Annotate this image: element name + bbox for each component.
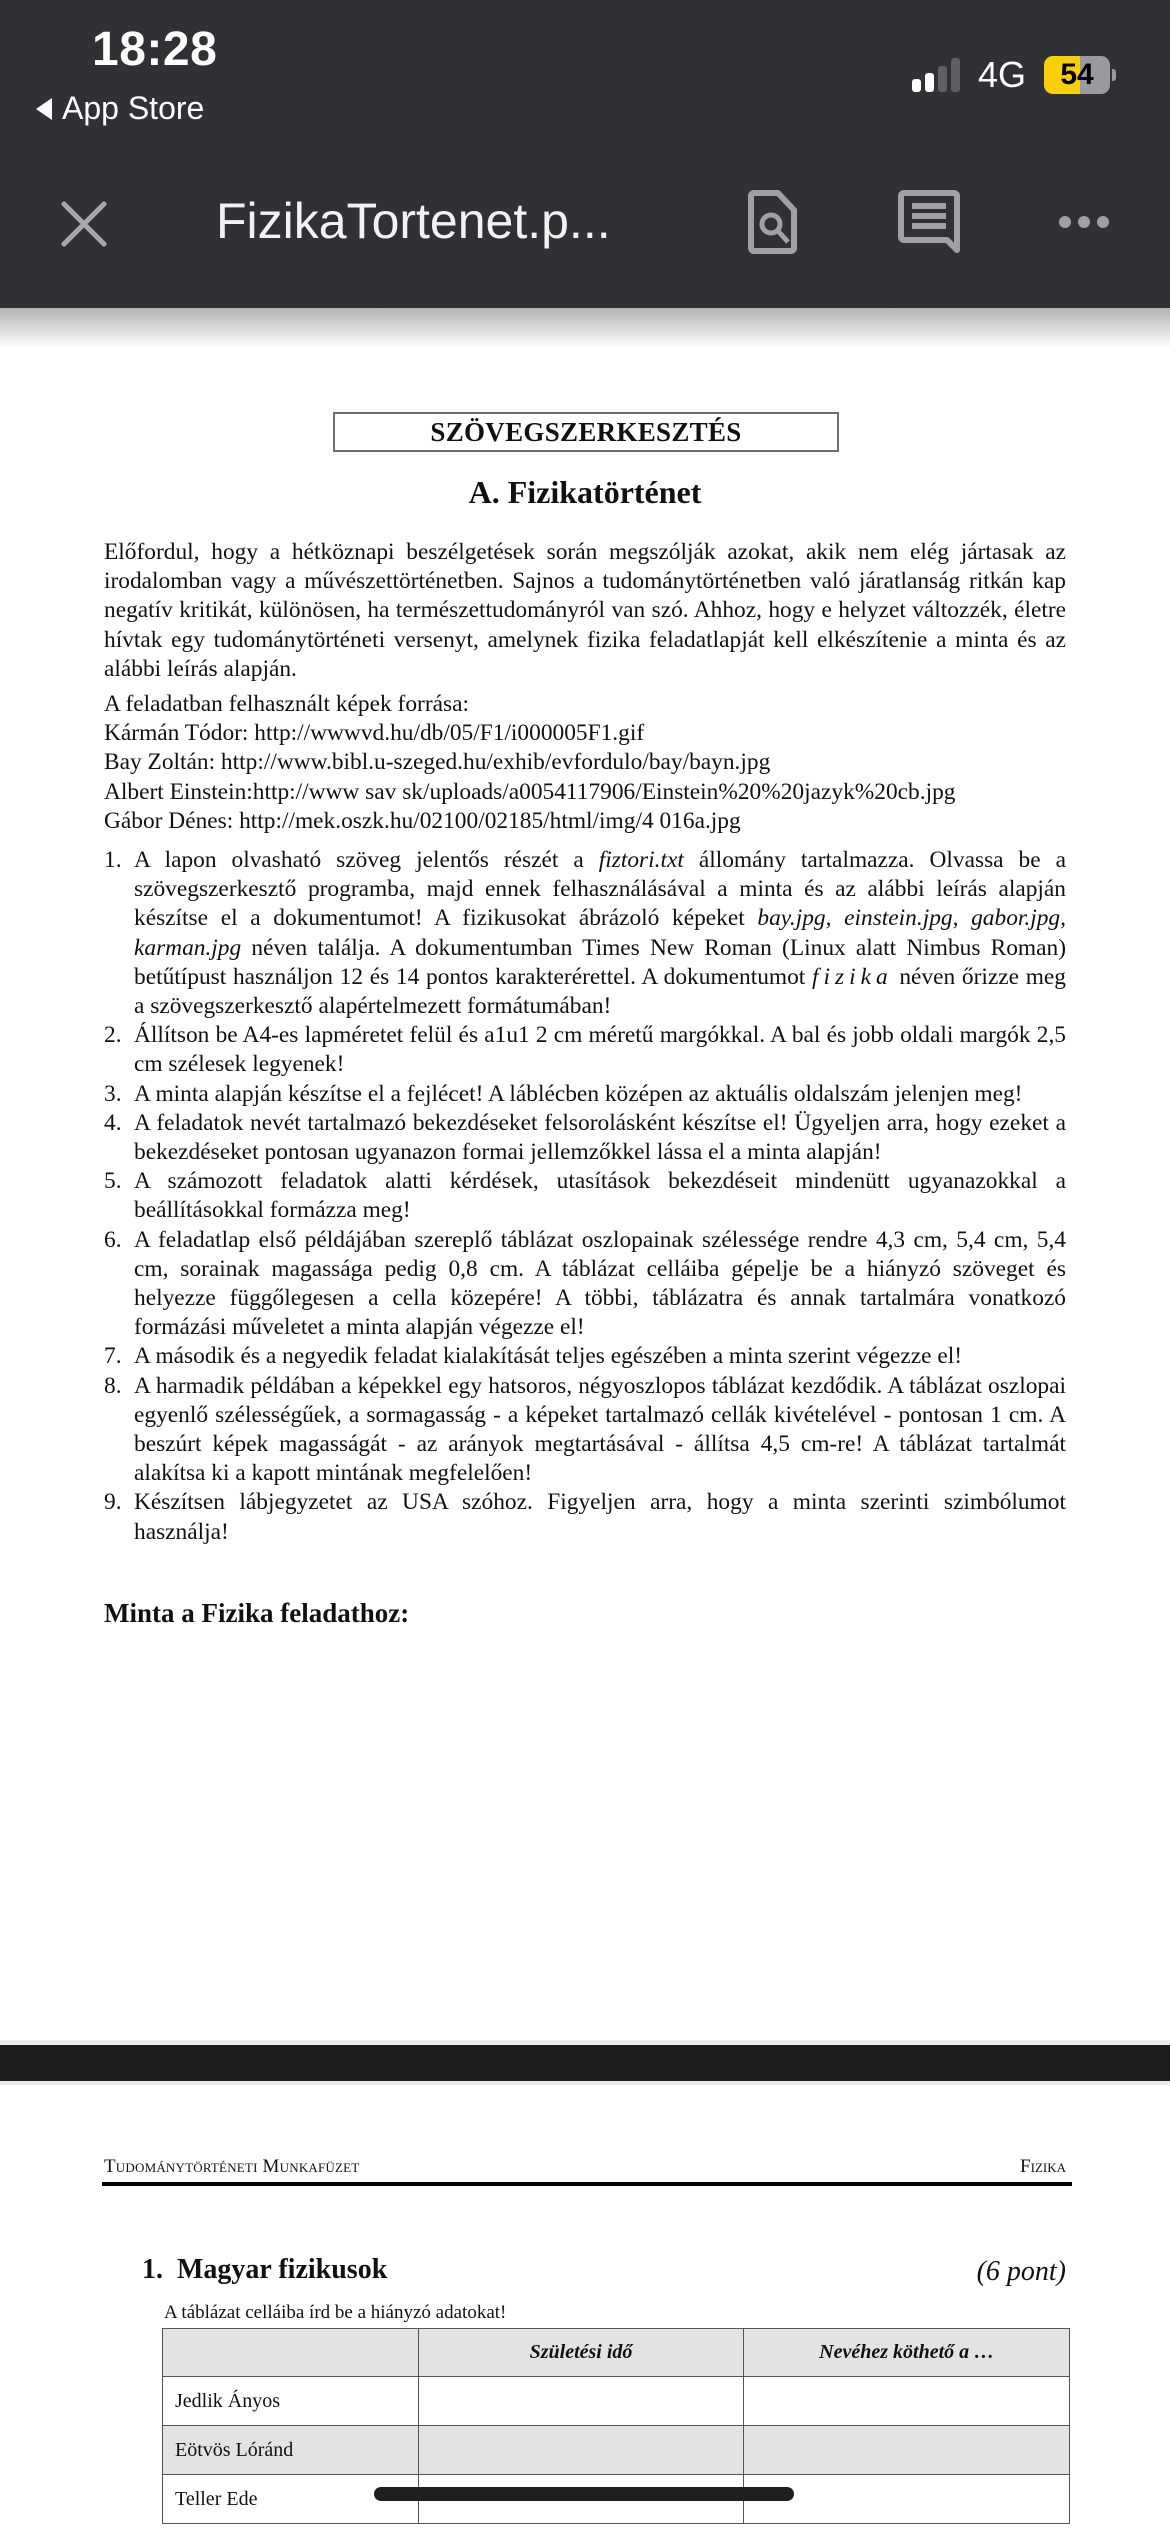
- task-item: 3. A minta alapján készítse el a fejlécet! A láblécben középen az aktuális oldalszám jelenjen meg!: [104, 1080, 1023, 1107]
- task-instruction: A táblázat celláiba írd be a hiányzó adatokat!: [164, 2302, 507, 2323]
- page-separator: [0, 2045, 1170, 2081]
- intro-paragraph: Előfordul, hogy a hétköznapi beszélgetések során megszólják azokat, akik nem elég jártasak az irodalomban vagy a művészettörténetben. Sajnos a tudománytörténetben való járatlanság ritkán kap negatív kritikát, különösen, ha természettudományról van szó. Ahhoz, hogy e helyzet változzék, életre hívtak egy tudománytörténeti versenyt, amelynek fizika feladatlapját kell elkészítenie a minta és az alábbi leírás alapján.: [104, 539, 1066, 682]
- document-title: FizikaTortenet.p...: [216, 193, 611, 249]
- source-line: Kármán Tódor: http://wwwvd.hu/db/05/F1/i000005F1.gif: [104, 720, 645, 747]
- table-cell: [744, 2377, 1070, 2426]
- table-row: [163, 2426, 1070, 2475]
- task-item: 5. A számozott feladatok alatti kérdések, utasítások bekezdéseit mindenütt ugyanazokkal a beállításokkal formázza meg!: [104, 1168, 1066, 1224]
- battery-percent: 54: [1060, 58, 1094, 91]
- comments-button[interactable]: [898, 190, 960, 256]
- table-header-row: [163, 2329, 1070, 2377]
- toolbar-shadow: [0, 308, 1170, 348]
- search-document-button[interactable]: [748, 190, 800, 254]
- table-header: Nevéhez köthető a …: [744, 2329, 1070, 2377]
- table-header: [163, 2329, 419, 2377]
- table-cell: [744, 2426, 1070, 2475]
- page-header-left: Tudománytörténeti Munkafüzet: [104, 2156, 360, 2177]
- network-type: 4G: [977, 54, 1026, 95]
- sample-heading: Minta a Fizika feladathoz:: [104, 1598, 410, 1628]
- page-gap-edge: [0, 2081, 1170, 2085]
- document-heading: A. Fizikatörténet: [468, 474, 702, 510]
- page-header-right: Fizika: [1020, 2156, 1066, 2177]
- search-document-icon: [748, 190, 800, 254]
- task-item: 8. A harmadik példában a képekkel egy hatsoros, négyoszlopos táblázat kezdődik. A táblázat oszlopai egyenlő szélességűek, a sormagasság - a képeket tartalmazó cellák kivételével - pontosan 1 cm. A beszúrt képek magasságát - az arányok megtartásával - állítsa 4,5 cm-re! A táblázat tartalmát alakítsa ki a kapott mintának megfelelően!: [104, 1372, 1066, 1487]
- source-line: Albert Einstein:http://www sav sk/uploads/a0054117906/Einstein%20%20jazyk%20cb.jpg: [104, 778, 956, 805]
- table-cell: [744, 2475, 1070, 2524]
- back-link-label: App Store: [62, 90, 205, 126]
- table-cell: Jedlik Ányos: [163, 2377, 419, 2426]
- back-to-app-store-link[interactable]: [36, 90, 204, 127]
- task-item: 6. A feladatlap első példájában szereplő táblázat oszlopainak szélessége rendre 4,3 cm, 5,4 cm, 5,4 cm, sorainak magassága pedig 0,8 cm. A táblázat celláiba gépelje be a hiányzó szöveget és helyezze függőlegesen a cella közepére! A többi, táblázatra és annak tartalmára vonatkozó formázási műveletet a minta alapján végezze el!: [104, 1226, 1066, 1341]
- battery-icon: [1044, 56, 1116, 94]
- table-row: [163, 2377, 1070, 2426]
- task-points: (6 pont): [976, 2256, 1066, 2287]
- close-icon: [56, 196, 112, 252]
- comments-icon: [898, 190, 960, 256]
- sources-label: A feladatban felhasznált képek forrása:: [104, 691, 469, 717]
- home-indicator[interactable]: [374, 2487, 794, 2501]
- table-cell: Eötvös Lóránd: [163, 2426, 419, 2475]
- table-cell: [418, 2426, 744, 2475]
- source-line: Bay Zoltán: http://www.bibl.u-szeged.hu/exhib/evfordulo/bay/bayn.jpg: [104, 749, 771, 776]
- task-item: 4. A feladatok nevét tartalmazó bekezdéseket felsorolásként készítse el! Ügyeljen arra, hogy ezeket a bekezdéseket pontosan ugyanazon formai jellemzőkkel lássa el a minta alapján!: [104, 1109, 1066, 1166]
- table-header: Születési idő: [418, 2329, 744, 2377]
- table-cell: [418, 2377, 744, 2426]
- more-options-button[interactable]: [1058, 211, 1110, 233]
- image-sources: [104, 690, 1066, 836]
- status-time: 18:28: [92, 23, 218, 76]
- task-item: 9. Készítsen lábjegyzetet az USA szóhoz. Figyeljen arra, hogy a minta szerinti szimbólumot használja!: [104, 1489, 1066, 1545]
- back-arrow-icon: [36, 98, 52, 120]
- task-item: 2. Állítson be A4-es lapméretet felül és a1u1 2 cm méretű margókkal. A bal és jobb oldali margók 2,5 cm szélesek legyenek!: [104, 1022, 1066, 1078]
- header-rule: [102, 2182, 1072, 2186]
- close-button[interactable]: [56, 196, 112, 252]
- table-cell: Teller Ede: [163, 2475, 419, 2524]
- source-line: Gábor Dénes: http://mek.oszk.hu/02100/02185/html/img/4 016a.jpg: [104, 807, 741, 834]
- app-chrome: [0, 0, 1170, 308]
- cellular-signal-icon: [912, 58, 960, 92]
- section-title-box: SZÖVEGSZERKESZTÉS: [333, 412, 839, 452]
- more-icon: [1058, 211, 1110, 233]
- status-indicators: [912, 54, 1116, 96]
- task-item: 7. A második és a negyedik feladat kialakítását teljes egészében a minta szerint végezze el!: [104, 1343, 963, 1370]
- task-title: 1. Magyar fizikusok: [142, 2254, 388, 2285]
- task-item: 1. A lapon olvasható szöveg jelentős részét a fiztori.txt állomány tartalmazza. Olvassa be a szövegszerkesztő programba, majd ennek felhasználásával a minta és az alábbi leírás alapján készítse el a dokumentumot! A fizikusokat ábrázoló képeket bay.jpg, einstein.jpg, gabor.jpg, karman.jpg néven találja. A dokumentumban Times New Roman (Linux alatt Nimbus Roman) betűtípust használjon 12 és 14 pontos karakterérettel. A dokumentumot fizika néven őrizze meg a szövegszerkesztő alapértelmezett formátumában!: [104, 847, 1066, 1020]
- task-list: [104, 846, 1066, 1547]
